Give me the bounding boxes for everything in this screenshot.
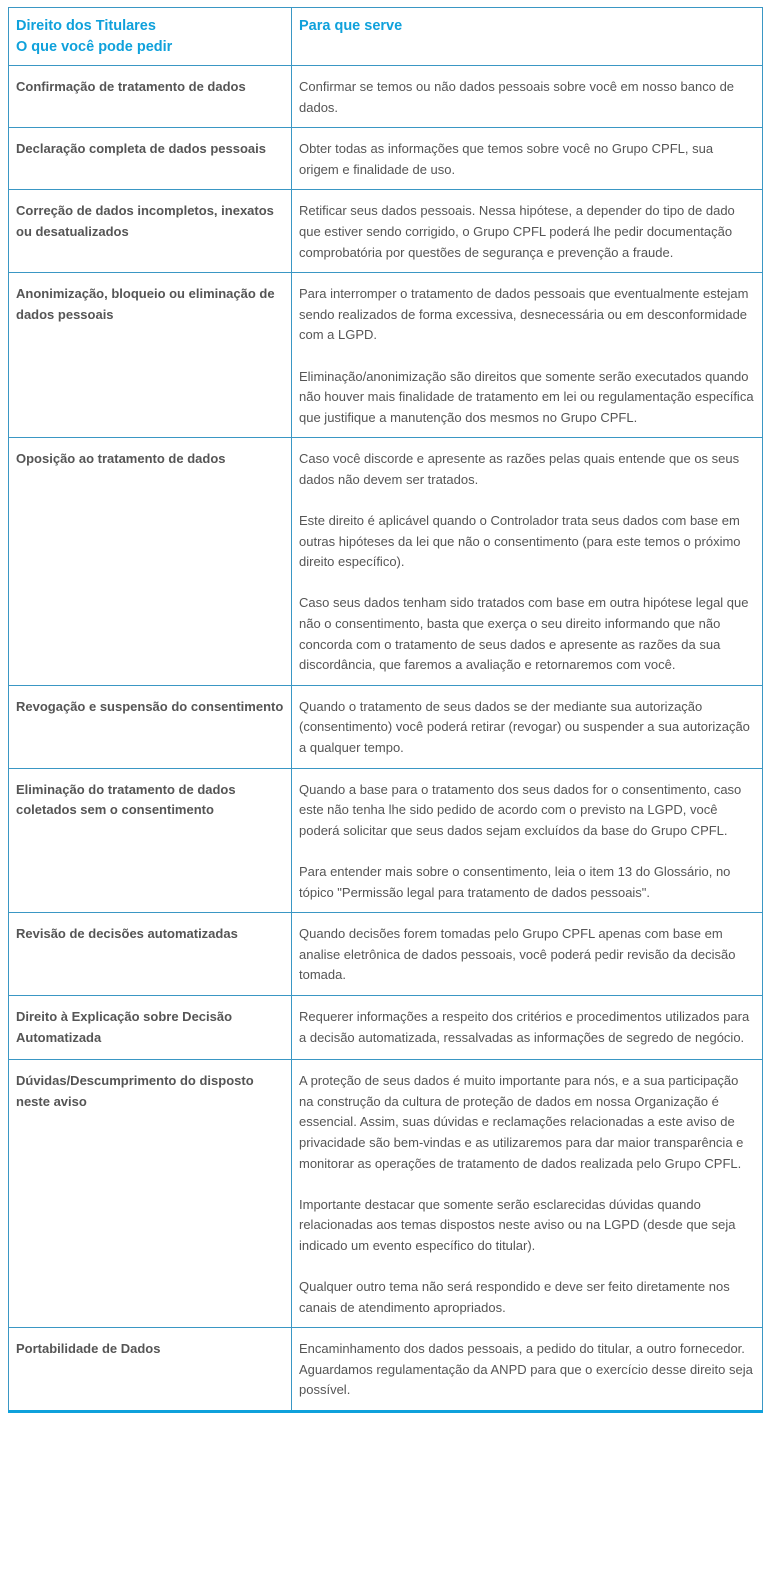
purpose-paragraph: Quando o tratamento de seus dados se der mediante sua autorização (consentimento) você poderá retirar (revogar) ou suspender a sua autorização a qualquer tempo. bbox=[299, 698, 750, 756]
table-row bbox=[9, 995, 763, 1059]
table-row bbox=[9, 1060, 763, 1328]
right-name-cell: Revisão de decisões automatizadas bbox=[9, 913, 292, 996]
purpose-paragraph: Confirmar se temos ou não dados pessoais sobre você em nosso banco de dados. bbox=[299, 79, 735, 115]
right-name-cell: Dúvidas/Descumprimento do disposto neste aviso bbox=[9, 1060, 292, 1328]
purpose-paragraph: Obter todas as informações que temos sobre você no Grupo CPFL, sua origem e finalidade de uso. bbox=[299, 141, 714, 177]
right-name-cell: Anonimização, bloqueio ou eliminação de dados pessoais bbox=[9, 273, 292, 438]
right-name-cell: Confirmação de tratamento de dados bbox=[9, 66, 292, 128]
right-name-cell: Direito à Explicação sobre Decisão Automatizada bbox=[9, 995, 292, 1059]
table-row bbox=[9, 913, 763, 996]
header-rights-column bbox=[9, 8, 292, 66]
table-row bbox=[9, 768, 763, 913]
purpose-paragraph: A proteção de seus dados é muito importante para nós, e a sua participação na construção da cultura de proteção de dados em nossa Organização é essencial. Assim, suas dúvidas e reclamações relacionadas a este aviso de privacidade são bem-vindas e as utilizaremos para dar maior transparência e monitorar as operações de tratamento de dados realizada pelo Grupo CPFL. bbox=[299, 1073, 744, 1171]
table-row bbox=[9, 438, 763, 686]
table-row bbox=[9, 66, 763, 128]
right-name-cell: Correção de dados incompletos, inexatos ou desatualizados bbox=[9, 190, 292, 273]
rights-table-container bbox=[8, 7, 762, 1413]
right-purpose-cell bbox=[292, 913, 763, 996]
right-purpose-cell bbox=[292, 66, 763, 128]
rights-table bbox=[8, 7, 763, 1413]
purpose-paragraph: Requerer informações a respeito dos critérios e procedimentos utilizados para a decisão automatizada, ressalvadas as informações de segredo de negócio. bbox=[299, 1008, 750, 1045]
right-name-cell: Eliminação do tratamento de dados coletados sem o consentimento bbox=[9, 768, 292, 913]
table-row bbox=[9, 128, 763, 190]
right-purpose-cell bbox=[292, 1328, 763, 1412]
purpose-paragraph: Para entender mais sobre o consentimento, leia o item 13 do Glossário, no tópico "Permissão legal para tratamento de dados pessoais". bbox=[299, 864, 731, 900]
right-purpose-cell bbox=[292, 438, 763, 686]
purpose-paragraph: Caso seus dados tenham sido tratados com base em outra hipótese legal que não o consentimento, basta que exerça o seu direito informando que não concorda com o tratamento de seus dados e apresente as razões da sua discordância, que faremos a avaliação e retornaremos com você. bbox=[299, 595, 749, 673]
purpose-paragraph: Quando a base para o tratamento dos seus dados for o consentimento, caso este não tenha lhe sido pedido de acordo com o previsto na LGPD, você poderá solicitar que seus dados sejam excluídos da base do Grupo CPFL. bbox=[299, 781, 742, 838]
purpose-paragraph: Encaminhamento dos dados pessoais, a pedido do titular, a outro fornecedor. Aguardamos regulamentação da ANPD para que o exercício desse direito seja possível. bbox=[299, 1341, 753, 1398]
right-purpose-cell bbox=[292, 190, 763, 273]
right-name-cell: Oposição ao tratamento de dados bbox=[9, 438, 292, 686]
purpose-paragraph: Este direito é aplicável quando o Controlador trata seus dados com base em outras hipóteses da lei que não o consentimento (para este temos o próximo direito específico). bbox=[299, 513, 741, 570]
purpose-paragraph: Para interromper o tratamento de dados pessoais que eventualmente estejam sendo realizados de forma excessiva, desnecessária ou em desconformidade com a LGPD. bbox=[299, 286, 749, 343]
purpose-paragraph: Caso você discorde e apresente as razões pelas quais entende que os seus dados não devem ser tratados. bbox=[299, 451, 740, 487]
purpose-paragraph: Qualquer outro tema não será respondido e deve ser feito diretamente nos canais de atendimento apropriados. bbox=[299, 1279, 730, 1315]
right-name-cell: Portabilidade de Dados bbox=[9, 1328, 292, 1412]
table-row bbox=[9, 190, 763, 273]
right-purpose-cell bbox=[292, 128, 763, 190]
purpose-paragraph: Importante destacar que somente serão esclarecidas dúvidas quando relacionadas aos temas dispostos neste aviso ou na LGPD (desde que seja indicado um evento específico do titular). bbox=[299, 1196, 736, 1253]
right-purpose-cell bbox=[292, 273, 763, 438]
right-purpose-cell bbox=[292, 768, 763, 913]
header-rights-title: Direito dos Titulares bbox=[16, 18, 156, 34]
right-name-cell: Revogação e suspensão do consentimento bbox=[9, 685, 292, 768]
purpose-paragraph: Retificar seus dados pessoais. Nessa hipótese, a depender do tipo de dado que estiver sendo corrigido, o Grupo CPFL poderá lhe pedir documentação comprobatória por questões de segurança e prevenção a fraude. bbox=[299, 203, 735, 260]
right-purpose-cell bbox=[292, 685, 763, 768]
purpose-paragraph: Eliminação/anonimização são direitos que somente serão executados quando não houver mais finalidade de tratamento em lei ou regulamentação específica que justifique a manutenção dos mesmos no Grupo CPFL. bbox=[299, 368, 754, 425]
table-row bbox=[9, 685, 763, 768]
table-row bbox=[9, 273, 763, 438]
header-purpose-column: Para que serve bbox=[292, 8, 763, 66]
header-rights-subtitle: O que você pode pedir bbox=[16, 39, 173, 55]
right-name-cell: Declaração completa de dados pessoais bbox=[9, 128, 292, 190]
table-row bbox=[9, 1328, 763, 1412]
right-purpose-cell bbox=[292, 1060, 763, 1328]
table-header-row bbox=[9, 8, 763, 66]
purpose-paragraph: Quando decisões forem tomadas pelo Grupo CPFL apenas com base em analise eletrônica de dados pessoais, você poderá pedir revisão da decisão tomada. bbox=[299, 926, 736, 983]
right-purpose-cell bbox=[292, 995, 763, 1059]
